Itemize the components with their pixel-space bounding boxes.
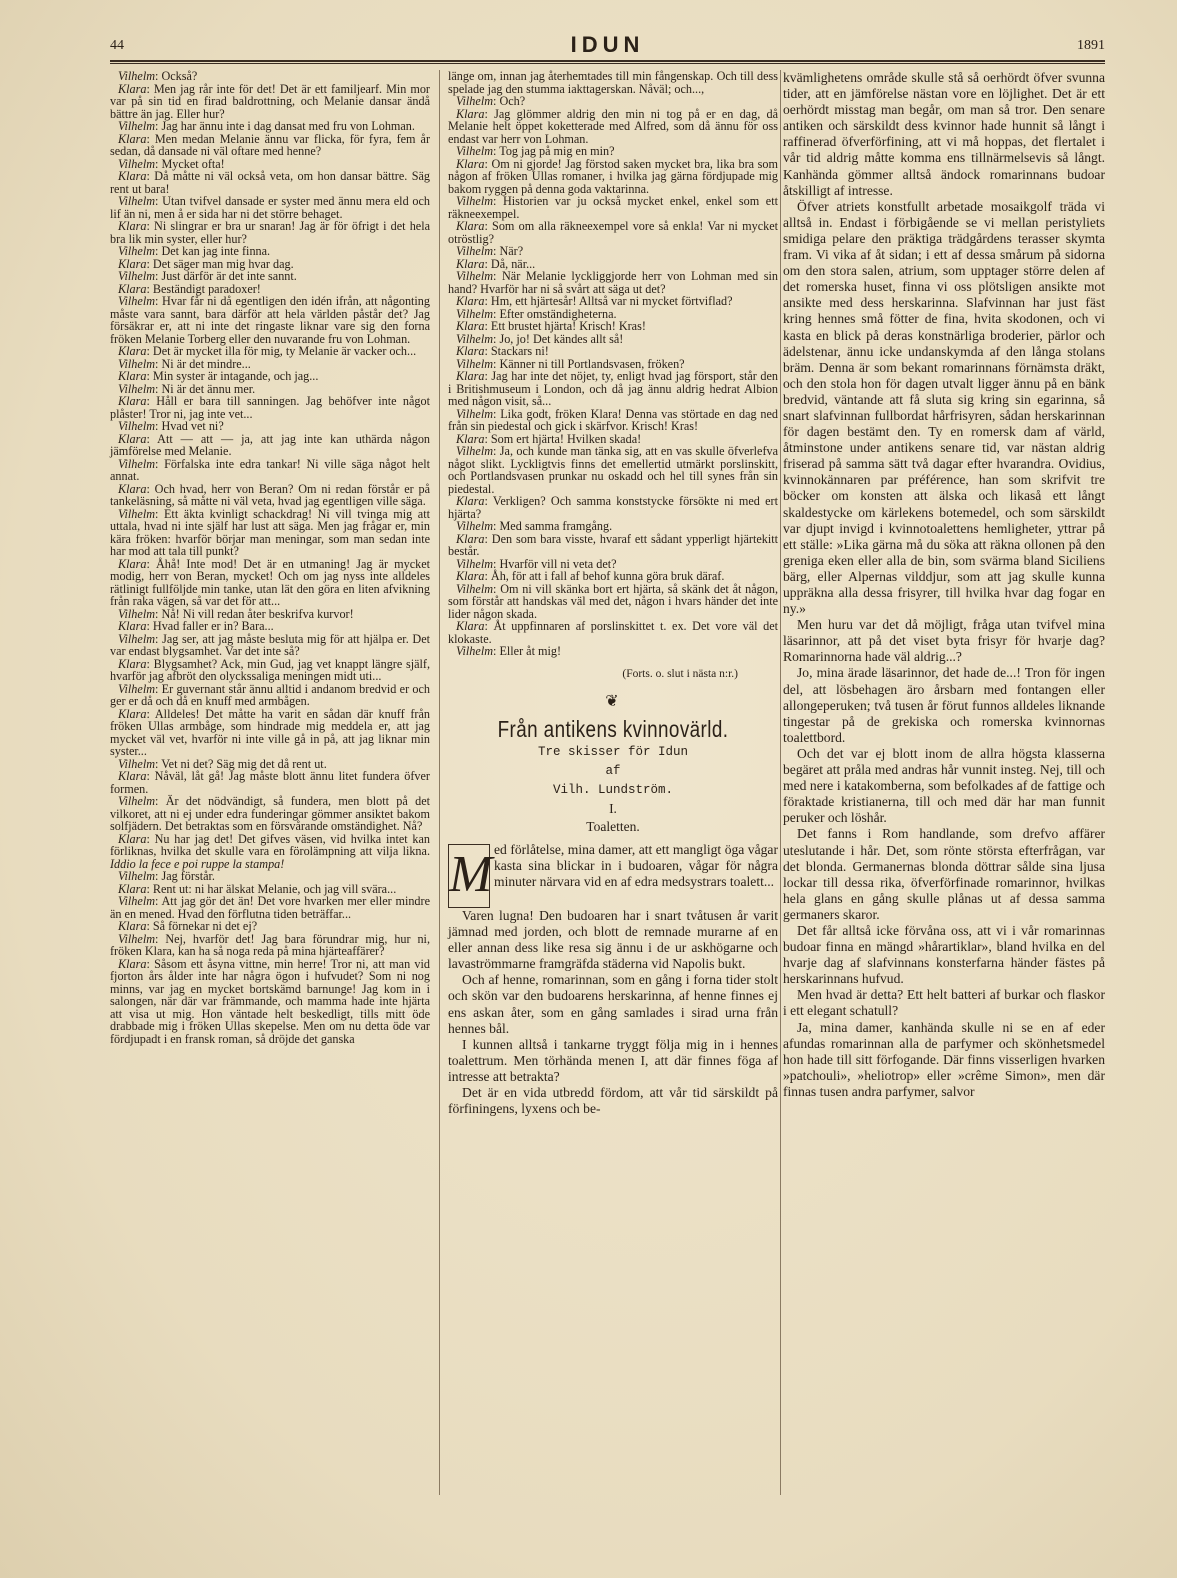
dialogue-line: Klara: Att — att — ja, att jag inte kan uthärda någon jämförelse med Melanie. [110, 431, 431, 458]
dialogue-text: Jag förstår. [161, 869, 215, 883]
article-paragraph: Och det var ej blott inom de allra högsta klasserna begäret att pråla med andras hår vunnit insteg. Nej, till och med nere i katakomberna, som befolkades af de fattige och föraktade kristianerna, till och med där har man funnit peruker och löshår. [783, 745, 1105, 826]
page-number: 44 [110, 38, 124, 53]
dialogue-line: Vilhelm: Ni är det ännu mer. [118, 381, 256, 396]
dialogue-line: Klara: Nåväl, låt gå! Jag måste blott ännu litet fundera öfver formen. [110, 769, 430, 796]
dialogue-line: Klara: Åhå! Inte mod! Det är en utmaning! Jag är mycket modig, herr von Beran, mycket! Och om jag nyss inte alldeles rätlinigt fullföljde min tanke, utan lät den göra en liten afvikning från raka vägen, så var det för att... [110, 556, 430, 608]
column-2 [448, 70, 778, 1117]
dialogue-text: Hvad vet ni? [161, 419, 224, 433]
dialogue-line: Vilhelm: Att jag gör det än! Det vore hvarken mer eller mindre än en mened. Hvad den förflutna tiden beträffar... [110, 894, 430, 921]
speaker-name: Vilhelm [118, 869, 156, 883]
dialogue-line: Klara: Men medan Melanie ännu var flicka, för fyra, fem år sedan, då dansade ni väl oftare med henne? [110, 131, 431, 158]
dialogue-line: Klara: Och hvad, herr von Beran? Om ni redan förstår er på tankeläsning, så måtte ni väl veta, hvad jag egentligen ville säga. [110, 481, 430, 508]
dialogue-line: Vilhelm: Efter omständigheterna. [456, 306, 617, 321]
dialogue-text: Jag har inte det nöjet, ty, enligt hvad jag försport, står den i Britishmuseum i London, och då jag ännu aldrig hedrat Albion med någon visit, så... [448, 369, 778, 408]
dialogue-line: Klara: Åt uppfinnaren af porslinskittet t. ex. Det vore väl det klokaste. [448, 619, 778, 646]
dialogue-line: Klara: Rent ut: ni har älskat Melanie, och jag vill svära... [118, 881, 397, 896]
speaker-name: Klara [118, 831, 147, 846]
dialogue-text: Just därför är det inte sannt. [161, 269, 297, 283]
dialogue-line: Klara: Som om alla räkneexempel vore så enkla! Var ni mycket otröstlig? [448, 219, 779, 246]
speaker-name: Klara [118, 394, 147, 408]
article-by: af [605, 764, 621, 778]
dialogue-text: Jag har ännu inte i dag dansat med fru von Lohman. [161, 119, 415, 133]
dialogue-text: Lika godt, fröken Klara! Denna vas störtade en dag ned från sin piedestal och gick i skärfvor. Krisch! Kras! [448, 406, 778, 433]
dialogue-line: Vilhelm: Det kan jag inte finna. [118, 244, 271, 258]
article-title: Från antikens kvinnovärld. [497, 715, 729, 742]
speaker-name: Klara [456, 319, 485, 333]
dialogue-text: Er guvernant står ännu alltid i andanom bredvid er och ger er då och då en knuff med armbågen. [110, 681, 430, 708]
dialogue-line: Klara: Ni slingrar er bra ur snaran! Jag är för öfrigt i det hela bra lik min syster, eller hur? [110, 219, 431, 246]
speaker-name: Klara [118, 281, 147, 296]
dialogue-line: Klara: Såsom ett åsyna vittne, min herre! Tror ni, att man vid fjorton års ålder inte har några ögon i hufvudet? Som ni nog minns, var jag en mycket bortskämd barnunge! Jag kom in i salongen, när där var främmande, och mamma hade inte hjärta att visa ut mig. Hon väntade helt beskedligt, tills mitt öde drabbade mig i fröken Ullas skepelse. Men om nu detta öde var fördjupadt i en fransk roman, så dröjde det ganska [110, 956, 430, 1046]
speaker-name: Klara [118, 619, 147, 633]
dialogue-line: Vilhelm: Jag ser, att jag måste besluta mig för att hjälpa er. Det var endast blygsamhet. Var det inte så? [110, 631, 431, 658]
dialogue-line: Klara: Håll er bara till sanningen. Jag behöfver inte något plåster! Tror ni, jag inte vet... [110, 394, 430, 421]
dialogue-line: Vilhelm: När? [456, 244, 524, 258]
article-paragraph: Varen lugna! Den budoaren har i snart tvåtusen år varit jämnad med jorden, och blott de remnade murarne af en eller annan dess like resa sig ännu i de ur askhögarne och lavaströmmarne framgräfda städerna vid Napolis bukt. [448, 908, 778, 972]
speaker-name: Vilhelm [456, 94, 494, 108]
dialogue-line: Klara: Verkligen? Och samma konststycke försökte ni med ert hjärta? [448, 494, 778, 521]
dialogue-line: Vilhelm: Hvad vet ni? [118, 419, 224, 433]
dialogue-text: Min syster är intagande, och jag... [152, 369, 319, 383]
dialogue-line: Vilhelm: När Melanie lyckliggjorde herr von Lohman med sin hand? Hvarför har ni så svårt att säga ut det? [448, 269, 778, 296]
speaker-name: Vilhelm [118, 356, 156, 371]
dialogue-text: Hvad faller er in? Bara... [152, 619, 274, 633]
dialogue-text: Också? [161, 69, 198, 83]
dialogue-text: Då, när... [490, 256, 536, 271]
dialogue-text: Såsom ett åsyna vittne, min herre! Tror ni, att man vid fjorton års ålder inte har några ögon i hufvudet? Som ni nog minns, var jag en mycket bortskämd barnunge! Jag kom in i salongen, när där var främmande, och mamma hade inte hjärta att visa ut mig. Hon väntade helt beskedligt, tills mitt öde drabbade mig i fröken Ullas skepelse. Men om nu detta öde var fördjupadt i en fransk roman, så dröjde det ganska [110, 956, 430, 1046]
dialogue-line: Klara: Min syster är intagande, och jag... [118, 369, 319, 383]
dialogue-text: Åh, för att i fall af behof kunna göra bruk däraf. [490, 569, 725, 583]
dialogue-line: Vilhelm: Nå! Ni vill redan åter beskrifva kurvor! [118, 606, 354, 621]
dialogue-text: Ni är det ännu mer. [161, 381, 256, 396]
dialogue-line: Vilhelm: Utan tvifvel dansade er syster med ännu mera eld och lif än ni, men å er sida har ni det större behaget. [110, 194, 430, 221]
article-subtitle: Tre skisser för Idun [537, 745, 689, 759]
dialogue-text: Känner ni till Portlandsvasen, fröken? [499, 356, 685, 371]
dialogue-text: Åt uppfinnaren af porslinskittet t. ex. Det vore väl det klokaste. [448, 619, 778, 646]
dialogue-line: Vilhelm: Hvar får ni då egentligen den idén ifrån, att någonting måste vara sannt, bara därför att hela världen påstår det? Jag försäkrar er, att ni inte det ringaste liknar vare sig den forna fröken Melanie Torberg eller den nuvarande fru von Lohman. [110, 294, 430, 346]
dialogue-text: Verkligen? Och samma konststycke försökte ni med ert hjärta? [448, 494, 778, 521]
dialogue-text: Men jag rår inte för det! Det är ett familjearf. Min mor var på sin tid en firad baldrottning, och Melanie dansar ändå bättre än jag. Eller hur? [110, 81, 430, 121]
dialogue-text: Historien var ju också mycket enkel, enkel som ett räkneexempel. [448, 194, 778, 221]
dialogue-line: Klara: Om ni gjorde! Jag förstod saken mycket bra, lika bra som någon af fröken Ullas romaner, i hvilka jag gärna fördjupade mig bakom ryggen på denna goda vaktarinna. [448, 156, 778, 196]
speaker-name: Vilhelm [118, 506, 156, 521]
speaker-name: Vilhelm [118, 606, 156, 621]
speaker-name: Vilhelm [118, 794, 156, 808]
dialogue-text: Efter omständigheterna. [499, 306, 617, 321]
dialogue-text: Åhå! Inte mod! Det är en utmaning! Jag är mycket modig, herr von Beran, mycket! Och om jag nyss inte alldeles rätlinigt fullföljde min tanke, utan lät den göra en liten afvikning från raka vägen, så var det för att... [110, 556, 430, 608]
dialogue-text: Rent ut: ni har älskat Melanie, och jag vill svära... [152, 881, 397, 896]
speaker-name: Klara [456, 369, 485, 383]
dialogue-text: Om ni vill skänka bort ert hjärta, så skänk det åt någon, som förstår att handskas väl med det, någon i hvars händer det inte lider någon skada. [448, 581, 779, 621]
dialogue-text: Jag glömmer aldrig den min ni tog på er en dag, då Melanie helt öppet koketterade med Alfred, som då ännu för oss endast var herr von Lohman. [448, 106, 779, 146]
speaker-name: Klara [456, 106, 485, 121]
dialogue-line: Klara: Hm, ett hjärtesår! Alltså var ni mycket förtviflad? [456, 294, 733, 308]
dialogue-line: Klara: Alldeles! Det måtte ha varit en sådan där knuff från fröken Ullas armbåge, som hindrade mig meddela er, att jag mycket väl vet, hvarför ni inte ville gå in på, att jag liknar min syster... [110, 706, 430, 758]
dialogue-text: Nej, hvarför det! Jag bara förundrar mig, hur ni, fröken Klara, kan ha så noga reda på mina hjärteaffärer? [110, 931, 430, 958]
dialogue-line: Vilhelm: Förfalska inte edra tankar! Ni ville säga något helt annat. [110, 456, 430, 483]
dialogue-text: Att jag gör det än! Det vore hvarken mer eller mindre än en mened. Hvad den förflutna tiden beträffar... [110, 894, 430, 921]
dialogue-line: Klara: Men jag rår inte för det! Det är ett familjearf. Min mor var på sin tid en firad baldrottning, och Melanie dansar ändå bättre än jag. Eller hur? [110, 81, 430, 121]
dialogue-text: Eller åt mig! [499, 644, 562, 658]
dialogue-line: Klara: Då, när... [456, 256, 536, 271]
column-1-dialogue [110, 70, 430, 1045]
dialogue-line: Vilhelm: Lika godt, fröken Klara! Denna vas störtade en dag ned från sin piedestal och gick i skärfvor. Krisch! Kras! [448, 406, 778, 433]
dialogue-text: Ni är det mindre... [161, 356, 251, 371]
article-body [448, 842, 778, 1117]
continuation-note: (Forts. o. slut i nästa n:r.) [622, 667, 738, 680]
dialogue-text: Ni slingrar er bra ur snaran! Jag är för öfrigt i det hela bra lik min syster, eller hur? [110, 219, 431, 246]
article-paragraph: Det får alltså icke förvåna oss, att vi i vår romarinnas budoar finna en mängd »hårartiklar», bland hvilka en del hvarje dag af slafvinnans konsterfarna händer fästes på herskarinnans hufvud. [783, 922, 1105, 987]
dialogue-text: När Melanie lyckliggjorde herr von Lohman med sin hand? Hvarför har ni så svårt att säga ut det? [448, 269, 778, 296]
section-title: Toaletten. [586, 819, 640, 834]
speaker-name: Klara [118, 556, 147, 571]
dialogue-line: Vilhelm: Jo, jo! Det kändes allt så! [456, 331, 624, 346]
dialogue-line: Klara: Hvad faller er in? Bara... [118, 619, 274, 633]
first-paragraph-text: ed förlåtelse, mina damer, att ett mangligt öga vågar kasta sina blickar in i budoaren, vågar för några minuter närvara vid en af edra medsystrars toalett... [494, 842, 778, 890]
speaker-name: Klara [118, 81, 147, 96]
dialogue-line: Klara: Så förnekar ni det ej? [118, 919, 258, 933]
dialogue-text: Blygsamhet? Ack, min Gud, jag vet knappt längre själf, hvarför jag afbröt den olyckssaliga meningen midt uti... [110, 656, 430, 683]
dialogue-line: Klara: Åh, för att i fall af behof kunna göra bruk däraf. [456, 569, 725, 583]
speaker-name: Vilhelm [118, 894, 156, 908]
speaker-name: Klara [456, 344, 485, 358]
speaker-name: Vilhelm [456, 644, 494, 658]
page-header [110, 34, 1105, 56]
dialogue-line: Klara: Den som bara visste, hvaraf ett sådant ypperligt hjärtekitt består. [448, 531, 778, 558]
speaker-name: Vilhelm [118, 419, 156, 433]
dialogue-line: Klara: Som ert hjärta! Hvilken skada! [456, 431, 642, 446]
dialogue-text: Jag ser, att jag måste besluta mig för att hjälpa er. Det var endast blygsamhet. Var det inte så? [110, 631, 431, 658]
article-paragraph: Öfver atriets konstfullt arbetade mosaikgolf träda vi alltså in. Endast i förbigående se vi mellan peristyliets smidiga pelare den präktiga trädgårdens terasser skymta fram. Vi vika af åt sidan; i ett af dessa smårum på sidorna om den stora salen, atrium, som upptager större delen af det romerska huset, finna vi oss plötsligen ansikte mot ansikte med dess herskarinna. Slafvinnan har just fäst kring hennes små fötter de fina, hvita skodonen, och vi kasta en blick på deras konstnärliga broderier, pärlor och ädelstenar, ännu icke undanskymda af den långa stolans bräm. Denna är som bekant romarinnans förnämsta dräkt, och den stola hon för dagen utvalt ligger ännu på en bänk bredvid, väntande att få sluta sig kring sin egarinna, så snart slafvinnan fullbordat hårfrisyren, sådan herskarinnan för dagen bestämt den. Ty en romersk dam af värld, åtminstone under antikens senare tid, var nästan aldrig friserad på samma sätt två dagar efter hvarandra. Ovidius, kvinnokännaren par préférence, han som skrifvit tre böcker om konsten att älska och likaså ett långt skaldestycke om kärlekens botemedel, och som särskildt var djupt invigd i kvinnotoalettens hemligheter, yttrar på ett ställe: »Lika gärna må du söka att räkna ollonen på den greniga eken eller alla de bin, som svärma bland Siciliens bärg, eller Alpernas vilddjur, som att jag skulle kunna uppräkna alla dessa frisyrer, till hvilka hvar dag fogar en ny.» [783, 198, 1105, 617]
dialogue-text: Ett brustet hjärta! Krisch! Kras! [490, 319, 646, 333]
dialogue-line: Vilhelm: Ett äkta kvinligt schackdrag! Ni vill tvinga mig att uttala, hvad ni inte själf har lust att säga. Men jag frågar er, min kära fröken: hvarför börjar man meningar, som man sedan inte har mod att tala till punkt? [110, 506, 430, 558]
dialogue-text: Och? [499, 94, 526, 108]
speaker-name: Vilhelm [118, 756, 156, 771]
column-divider [439, 70, 440, 1495]
speaker-name: Vilhelm [118, 294, 156, 308]
speaker-name: Klara [118, 431, 147, 446]
speaker-name: Vilhelm [456, 194, 494, 208]
speaker-name: Klara [456, 156, 485, 171]
speaker-name: Klara [456, 256, 485, 271]
dialogue-text: Men medan Melanie ännu var flicka, för fyra, fem år sedan, då dansade ni väl oftare med henne? [110, 131, 431, 158]
dialogue-text: Vet ni det? Säg mig det då rent ut. [161, 756, 327, 771]
dialogue-line: Klara: Jag har inte det nöjet, ty, enligt hvad jag försport, står den i Britishmuseum i London, och då jag ännu aldrig hedrat Albion med någon visit, så... [448, 369, 778, 408]
speaker-name: Vilhelm [118, 194, 156, 208]
speaker-name: Klara [118, 481, 147, 496]
speaker-name: Klara [456, 294, 485, 308]
speaker-name: Vilhelm [118, 381, 156, 396]
dialogue-line: Vilhelm: Just därför är det inte sannt. [118, 269, 297, 283]
speaker-name: Klara [118, 881, 147, 896]
speaker-name: Klara [118, 956, 147, 971]
article-paragraph: Men huru var det då möjligt, fråga utan tvifvel mina läsarinnor, att på det viset byta frisyr för hvarje dag? Romarinnorna hade väl aldrig...? [783, 617, 1105, 665]
dialogue-text: Om ni gjorde! Jag förstod saken mycket bra, lika bra som någon af fröken Ullas romaner, i hvilka jag gärna fördjupade mig bakom ryggen på denna goda vaktarinna. [448, 156, 778, 196]
speaker-name: Vilhelm [118, 631, 156, 646]
speaker-name: Vilhelm [456, 269, 494, 283]
speaker-name: Vilhelm [456, 331, 494, 346]
speaker-name: Klara [118, 131, 147, 146]
dialogue-line: Vilhelm: Tog jag på mig en min? [456, 144, 615, 158]
dialogue-text: Då måtte ni väl också veta, om hon dansar bättre. Säg rent ut bara! [110, 169, 430, 196]
dialogue-line: Vilhelm: Också? [118, 69, 198, 83]
speaker-name: Klara [456, 431, 485, 446]
year: 1891 [1077, 38, 1105, 53]
speaker-name: Vilhelm [456, 519, 494, 533]
speaker-name: Klara [118, 769, 147, 783]
dialogue-text: Nå! Ni vill redan åter beskrifva kurvor! [161, 606, 354, 621]
dialogue-text: Det säger man mig hvar dag. [152, 256, 294, 271]
article-first-paragraph [448, 842, 778, 903]
speaker-name: Klara [118, 344, 147, 358]
dialogue-text: Håll er bara till sanningen. Jag behöfver inte något plåster! Tror ni, jag inte vet... [110, 394, 430, 421]
dialogue-line: Vilhelm: Ja, och kunde man tänka sig, att en vas skulle öfverlefva något slikt. Lyckligtvis finns det emellertid utmärkt porslinskitt, och Portlandsvasen prunkar nu oskadd och hel till synes från sin piedestal. [448, 444, 778, 496]
dialogue-text: Ett äkta kvinligt schackdrag! Ni vill tvinga mig att uttala, hvad ni inte själf har lust att säga. Men jag frågar er, min kära fröken: hvarför börjar man meningar, som man sedan inte har mod att tala till punkt? [110, 506, 430, 558]
speaker-name: Vilhelm [118, 119, 156, 133]
speaker-name: Klara [456, 531, 485, 546]
speaker-name: Klara [456, 219, 485, 233]
speaker-name: Klara [118, 706, 147, 721]
speaker-name: Vilhelm [118, 69, 156, 83]
article-paragraph: Och af henne, romarinnan, som en gång i forna tider stolt och skön var den budoarens herskarinna, af henne finnes ej ens askan åter, som en gång samlades i sirad urna från hennes bål. [448, 972, 778, 1036]
masthead: IDUN [570, 32, 645, 57]
dialogue-text: Hvar får ni då egentligen den idén ifrån, att någonting måste vara sannt, bara därför att hela världen påstår det? Jag försäkrar er, att ni inte det ringaste liknar vare sig den forna fröken Melanie Torberg eller den nuvarande fru von Lohman. [110, 294, 430, 346]
dialogue-line: Vilhelm: Med samma framgång. [456, 519, 613, 533]
dialogue-text: Förfalska inte edra tankar! Ni ville säga något helt annat. [110, 456, 430, 483]
dialogue-line: Klara: Beständigt paradoxer! [118, 281, 261, 296]
dialogue-text: Den som bara visste, hvaraf ett sådant ypperligt hjärtekitt består. [448, 531, 778, 558]
dialogue-text: Det är mycket illa för mig, ty Melanie är vacker och... [152, 344, 417, 358]
speaker-name: Vilhelm [456, 144, 494, 158]
speaker-name: Vilhelm [456, 556, 494, 571]
dialogue-text: Utan tvifvel dansade er syster med ännu mera eld och lif än ni, men å er sida har ni det större behaget. [110, 194, 430, 221]
speaker-name: Klara [118, 369, 147, 383]
dialogue-text: Med samma framgång. [499, 519, 613, 533]
dialogue-line: Klara: Ett brustet hjärta! Krisch! Kras! [456, 319, 646, 333]
article-paragraph: kvämlighetens område skulle stå så oerhördt öfver svunna tider, att en jämförelse nästan vore en löjlighet. Det är ett oerhördt misstag man begår, om man så tror. Den senare antiken och särskildt dess kvinnor hade hunnit så långt i raffinerad öfverförfining, att vi må hoppas, det flertalet i vår tid aldrig måtte komma ens tillnärmelsevis så långt. Kanhända gömmer alltså ändock romarinnans budoar åtskilligt af intresse. [783, 70, 1105, 198]
speaker-name: Vilhelm [456, 244, 494, 258]
dialogue-line: Klara: Då måtte ni väl också veta, om hon dansar bättre. Säg rent ut bara! [110, 169, 430, 196]
dialogue-text: När? [499, 244, 524, 258]
dialogue-line: Vilhelm: Ni är det mindre... [118, 356, 251, 371]
dialogue-text: Beständigt paradoxer! [152, 281, 261, 296]
speaker-name: Vilhelm [118, 156, 156, 171]
article-paragraph: I kunnen alltså i tankarne tryggt följa mig in i hennes toalettrum. Men törhända menen I, att där finnes föga af intresse att betrakta? [448, 1036, 778, 1084]
article-author: Vilh. Lundström. [552, 783, 674, 797]
dialogue-text: Hm, ett hjärtesår! Alltså var ni mycket förtviflad? [490, 294, 733, 308]
speaker-name: Vilhelm [456, 306, 494, 321]
dialogue-line: Vilhelm: Historien var ju också mycket enkel, enkel som ett räkneexempel. [448, 194, 778, 221]
dialogue-text: Nu har jag det! Det gifves väsen, vid hvilka intet kan förliknas, hvilka det skulle vara en förolämpning att vilja likna. [110, 831, 430, 858]
speaker-name: Klara [118, 656, 147, 671]
dialogue-line: Vilhelm: Nej, hvarför det! Jag bara förundrar mig, hur ni, fröken Klara, kan ha så noga reda på mina hjärteaffärer? [110, 931, 430, 958]
dialogue-line: Vilhelm: Om ni vill skänka bort ert hjärta, så skänk det åt någon, som förstår att handskas väl med det, någon i hvars händer det inte lider någon skada. [448, 581, 779, 621]
speaker-name: Vilhelm [456, 581, 494, 596]
speaker-name: Klara [118, 169, 147, 183]
dialogue-text: Och hvad, herr von Beran? Om ni redan förstår er på tankeläsning, så måtte ni väl veta, hvad jag egentligen ville säga. [110, 481, 430, 508]
dialogue-text: Mycket ofta! [161, 156, 225, 171]
speaker-name: Vilhelm [118, 681, 156, 696]
speaker-name: Klara [456, 619, 485, 633]
dropcap-letter: M [448, 844, 490, 908]
article-paragraph: Jo, mina ärade läsarinnor, det hade de...! Tron för ingen del, att lösbehagen äro årsbarn med fontangen eller allongeperuken; två tusen år förut funnos alldeles liknande tingestar på de grekiska och romerska kvinnornas toalettbord. [783, 665, 1105, 745]
dialogue-line: Klara: Det är mycket illa för mig, ty Melanie är vacker och... [118, 344, 417, 358]
speaker-name: Vilhelm [118, 269, 156, 283]
section-number: I. [609, 801, 617, 816]
header-rule-thin [110, 63, 1105, 64]
dialogue-line: Klara: Nu har jag det! Det gifves väsen, vid hvilka intet kan förliknas, hvilka det skulle vara en förolämpning att vilja likna. Iddio la fece e poi ruppe la stampa! [110, 831, 430, 871]
dialogue-line: Vilhelm: Känner ni till Portlandsvasen, fröken? [456, 356, 685, 371]
dialogue-text: Ja, och kunde man tänka sig, att en vas skulle öfverlefva något slikt. Lyckligtvis finns det emellertid utmärkt porslinskitt, och Portlandsvasen prunkar nu oskadd och hel till synes från sin piedestal. [448, 444, 778, 496]
dialogue-text: Alldeles! Det måtte ha varit en sådan där knuff från fröken Ullas armbåge, som hindrade mig meddela er, att jag mycket väl vet, hvarför ni inte ville gå in på, att jag liknar min syster... [110, 706, 430, 758]
dialogue-line: Vilhelm: Mycket ofta! [118, 156, 225, 171]
column-divider [780, 70, 781, 1495]
dialogue-text: Jo, jo! Det kändes allt så! [499, 331, 624, 346]
dialogue-text: Att — att — ja, att jag inte kan uthärda någon jämförelse med Melanie. [110, 431, 431, 458]
dialogue-continuation: länge om, innan jag återhemtades till min fångenskap. Och till dess spelade jag den stumma iakttagerskan. Nåväl; och..., [448, 69, 778, 96]
speaker-name: Klara [118, 919, 147, 933]
speaker-name: Vilhelm [456, 406, 494, 421]
speaker-name: Klara [456, 569, 485, 583]
speaker-name: Klara [118, 219, 147, 233]
speaker-name: Klara [118, 256, 147, 271]
dialogue-text: Så förnekar ni det ej? [152, 919, 258, 933]
dialogue-line: Vilhelm: Jag förstår. [118, 869, 215, 883]
dialogue-line: Vilhelm: Jag har ännu inte i dag dansat med fru von Lohman. [118, 119, 415, 133]
dialogue-line: Klara: Jag glömmer aldrig den min ni tog på er en dag, då Melanie helt öppet koketterade med Alfred, som då ännu för oss endast var herr von Lohman. [448, 106, 779, 146]
ornament-divider-icon: ❦ [605, 693, 621, 710]
dialogue-text: Hvarför vill ni veta det? [499, 556, 617, 571]
column-2-dialogue [448, 95, 778, 658]
article-paragraph: Ja, mina damer, kanhända skulle ni se en af eder afundas romarinnan alla de parfymer och skönhetsmedel hon hade till sitt förfogande. Där finns visserligen hvarken »patchouli», »heliotrop» eller »crême Simon», men där finnas tusen andra parfymer, salvor [783, 1019, 1105, 1099]
speaker-name: Vilhelm [456, 356, 494, 371]
dialogue-text: Det kan jag inte finna. [161, 244, 271, 258]
dialogue-text: Är det nödvändigt, så fundera, men blott på det vilkoret, att ni ej under edra funderingar gömmer ansiktet bakom solfjädern. Det betraktas som en försvårande omständighet. Nå? [110, 794, 430, 833]
speaker-name: Klara [456, 494, 485, 508]
article-paragraph: Det är en vida utbredd fördom, att vår tid särskildt på förfiningens, lyxens och be- [448, 1085, 778, 1117]
dialogue-line: Klara: Blygsamhet? Ack, min Gud, jag vet knappt längre själf, hvarför jag afbröt den olyckssaliga meningen midt uti... [110, 656, 430, 683]
italic-quote: Iddio la fece e poi ruppe la stampa! [110, 856, 285, 871]
column-3-article [783, 70, 1105, 1100]
dialogue-text: Nåväl, låt gå! Jag måste blott ännu litet fundera öfver formen. [110, 769, 430, 796]
dialogue-line: Vilhelm: Och? [456, 94, 526, 108]
dialogue-text: Som om alla räkneexempel vore så enkla! Var ni mycket otröstlig? [448, 219, 779, 246]
dialogue-line: Klara: Det säger man mig hvar dag. [118, 256, 294, 271]
dialogue-text: Stackars ni! [490, 344, 549, 358]
dialogue-line: Vilhelm: Vet ni det? Säg mig det då rent ut. [118, 756, 327, 771]
dialogue-line: Klara: Stackars ni! [456, 344, 549, 358]
speaker-name: Vilhelm [456, 444, 494, 458]
dialogue-line: Vilhelm: Är det nödvändigt, så fundera, men blott på det vilkoret, att ni ej under edra funderingar gömmer ansiktet bakom solfjädern. Det betraktas som en försvårande omständighet. Nå? [110, 794, 430, 833]
speaker-name: Vilhelm [118, 244, 156, 258]
speaker-name: Vilhelm [118, 456, 156, 471]
article-paragraph: Det fanns i Rom handlande, som drefvo affärer uteslutande i hår. Det, som rönte största efterfrågan, var det blonda. Germanernas blonda döttrar sålde sina ljusa lockar till dessa rika, öfverförfinade romarinnor, hvilkas hela glans en gång skulle plånas ut af dessa samma germaners skaror. [783, 826, 1105, 922]
dialogue-text: Tog jag på mig en min? [499, 144, 615, 158]
dialogue-line: Vilhelm: Hvarför vill ni veta det? [456, 556, 617, 571]
speaker-name: Vilhelm [118, 931, 156, 946]
dialogue-text: Som ert hjärta! Hvilken skada! [490, 431, 642, 446]
dialogue-line: Vilhelm: Eller åt mig! [456, 644, 562, 658]
dialogue-line: Vilhelm: Er guvernant står ännu alltid i andanom bredvid er och ger er då och då en knuff med armbågen. [110, 681, 430, 708]
article-paragraph: Men hvad är detta? Ett helt batteri af burkar och flaskor i ett elegant schatull? [783, 987, 1105, 1019]
header-rule [110, 60, 1105, 62]
